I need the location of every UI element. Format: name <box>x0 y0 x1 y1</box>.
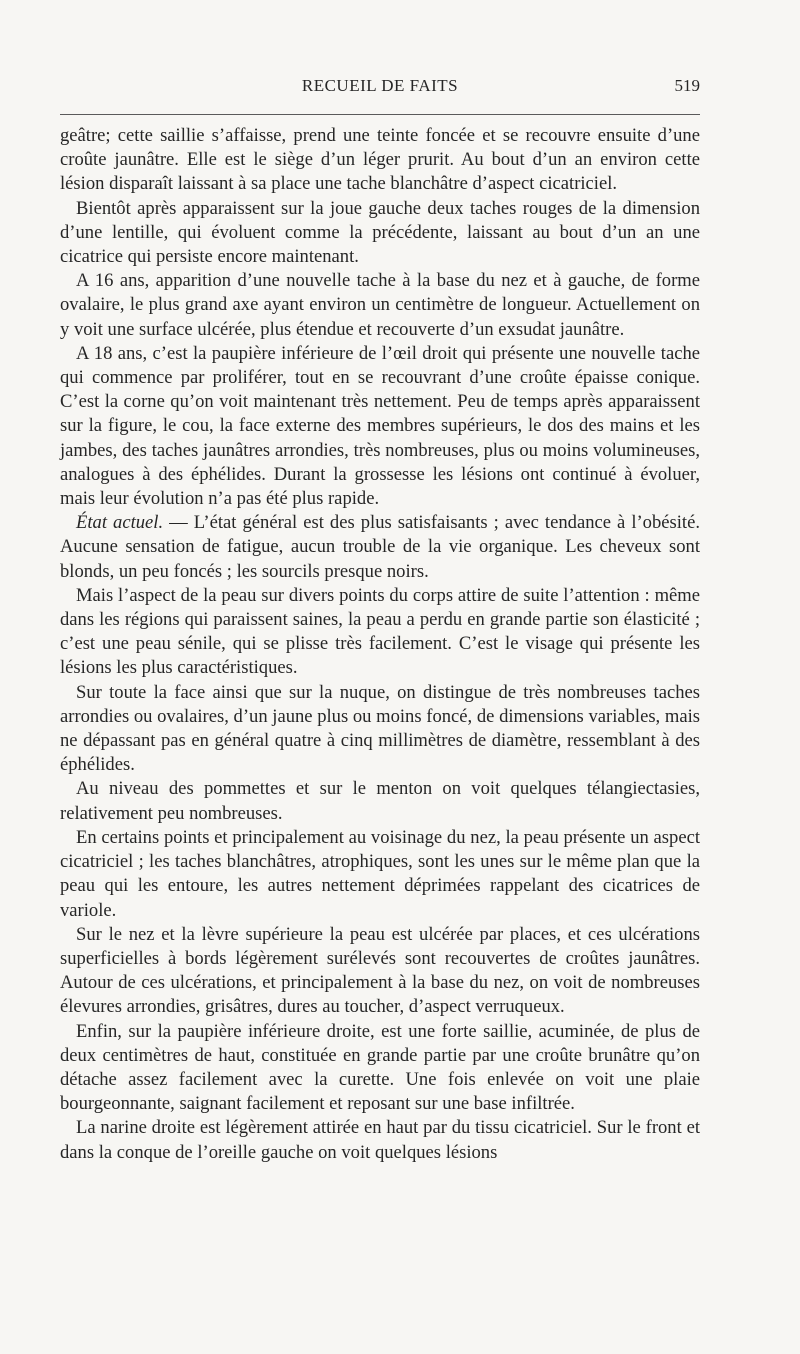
paragraph: Enfin, sur la paupière inférieure droite, est une forte saillie, acuminée, de plus de deux centimètres de haut, constituée en grande partie par une croûte brunâtre qu’on détache assez facilement avec la curette. Une fois enlevée on voit une plaie bourgeonnante, saignant facilement et reposant sur une base infiltrée. <box>60 1020 700 1115</box>
page-number: 519 <box>674 76 700 95</box>
paragraph: Sur toute la face ainsi que sur la nuque, on distingue de très nombreuses taches arrondies ou ovalaires, d’un jaune plus ou moins foncé, de dimensions variables, mais ne dépassant pas en général quatre à cinq millimètres de diamètre, ressemblant à des éphélides. <box>60 681 700 776</box>
paragraph: Mais l’aspect de la peau sur divers points du corps attire de suite l’attention : même dans les régions qui paraissent saines, la peau a perdu en grande partie son élasticité ; c’est une peau sénile, qui se plisse très facilement. C’est le visage qui présente les lésions les plus caractéristiques. <box>60 584 700 679</box>
running-title: RECUEIL DE FAITS <box>301 76 459 95</box>
paragraph: geâtre; cette saillie s’affaisse, prend une teinte foncée et se recouvre ensuite d’une croûte jaunâtre. Elle est le siège d’un léger prurit. Au bout d’un an environ cette lésion disparaît laissant à sa place une tache blanchâtre d’aspect cicatriciel. <box>60 125 700 195</box>
paragraph: En certains points et principalement au voisinage du nez, la peau présente un aspect cicatriciel ; les taches blanchâtres, atrophiques, sont les unes sur le même plan que la peau qui les entoure, les autres nettement déprimées rappelant des cicatrices de variole. <box>60 826 700 921</box>
paragraph: A 18 ans, c’est la paupière inférieure de l’œil droit qui présente une nouvelle tache qui commence par proliférer, tout en se recouvrant d’une croûte épaisse conique. C’est la corne qu’on voit maintenant très nettement. Peu de temps après apparaissent sur la figure, le cou, la face externe des membres supérieurs, le dos des mains et les jambes, des taches jaunâtres arrondies, très nombreuses, plus ou moins volumineuses, analogues à des éphélides. Durant la grossesse les lésions ont continué à évoluer, mais leur évolution n’a pas été plus rapide. <box>60 342 700 510</box>
paragraph-text: — L’état général est des plus satisfaisants ; avec tendance à l’obésité. Aucune sensation de fatigue, aucun trouble de la vie organique. Les cheveux sont blonds, un peu foncés ; les sourcils presque noirs. <box>60 512 700 582</box>
paragraph: La narine droite est légèrement attirée en haut par du tissu cicatriciel. Sur le front et dans la conque de l’oreille gauche on voit quelques lésions <box>60 1117 700 1163</box>
paragraph: Bientôt après apparaissent sur la joue gauche deux taches rouges de la dimension d’une lentille, qui évoluent comme la précédente, laissant au bout d’un an une cicatrice qui persiste encore maintenant. <box>60 197 700 268</box>
header-rule <box>60 114 700 115</box>
running-header <box>60 76 700 102</box>
section-lead: État actuel. <box>76 512 164 534</box>
paragraph: Au niveau des pommettes et sur le menton on voit quelques télangiectasies, relativement peu nombreuses. <box>60 778 700 824</box>
body-text <box>60 124 700 1165</box>
paragraph: Sur le nez et la lèvre supérieure la peau est ulcérée par places, et ces ulcérations superficielles à bords légèrement surélevés sont recouvertes de croûtes jaunâtres. Autour de ces ulcérations, et principalement à la base du nez, on voit de nombreuses élevures arrondies, grisâtres, dures au toucher, d’aspect verruqueux. <box>60 923 700 1018</box>
paragraph-etat-actuel <box>60 511 700 584</box>
paragraph: A 16 ans, apparition d’une nouvelle tache à la base du nez et à gauche, de forme ovalaire, le plus grand axe ayant environ un centimètre de longueur. Actuellement on y voit une surface ulcérée, plus étendue et recouverte d’un exsudat jaunâtre. <box>60 270 700 340</box>
